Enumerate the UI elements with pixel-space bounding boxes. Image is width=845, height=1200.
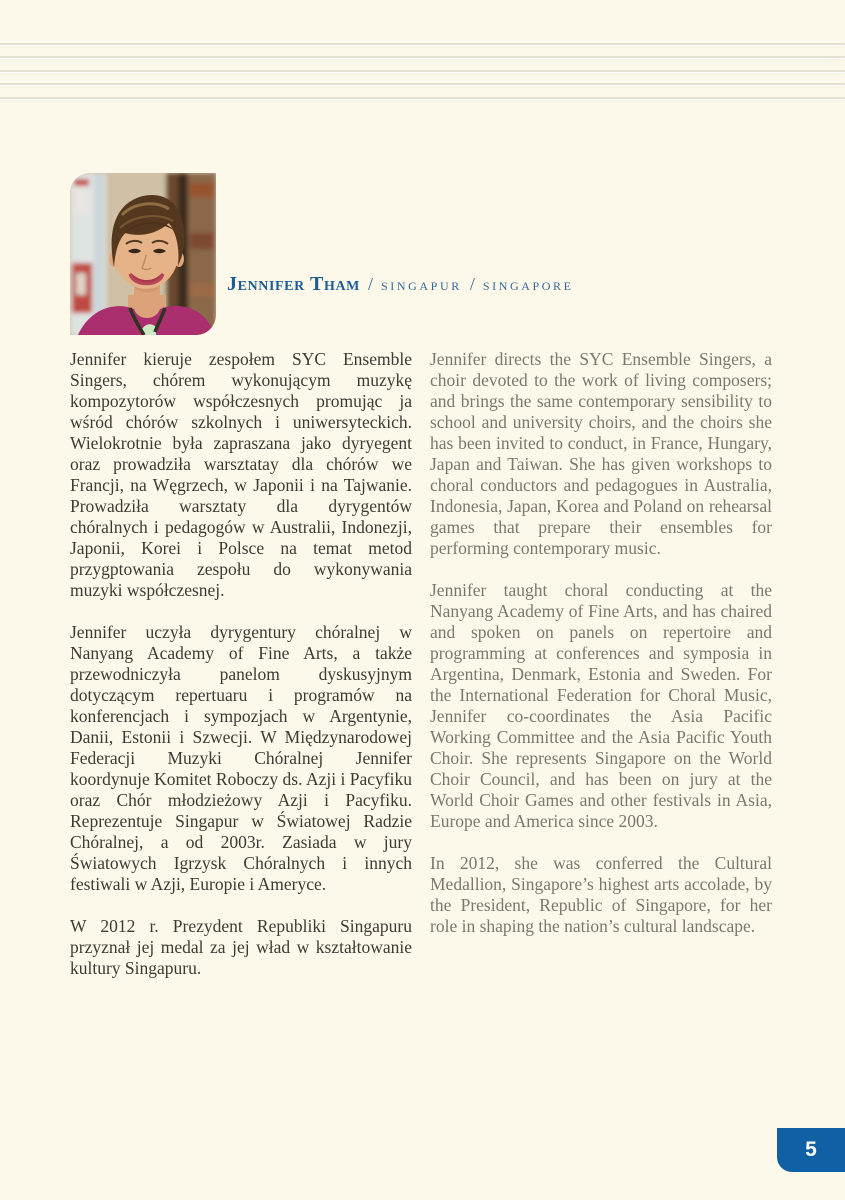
location-polish: singapur bbox=[381, 274, 462, 294]
staff-line bbox=[0, 97, 845, 99]
page-number-badge bbox=[777, 1128, 845, 1172]
page-number: 5 bbox=[805, 1138, 817, 1161]
staff-line bbox=[0, 43, 845, 45]
staff-line bbox=[0, 83, 845, 85]
paragraph-polish-3: W 2012 r. Prezydent Republiki Singapuru przyznał jej medal za jej wład w kształtowanie kultury Singapuru. bbox=[70, 916, 412, 978]
paragraph-english-2: Jennifer taught choral conducting at the Nanyang Academy of Fine Arts, and has chaired and spoken on panels on repertoire and programming at conferences and symposia in Argentina, Denmark, Estonia and Sweden. For the International Federation for Choral Music, Jennifer co-coordinates the Asia Pacific Working Committee and the Asia Pacific Youth Choir. She represents Singapore on the World Choir Council, and has been on jury at the World Choir Games and other festivals in Asia, Europe and America since 2003. bbox=[430, 580, 772, 831]
paragraph-english-3: In 2012, she was conferred the Cultural Medallion, Singapore’s highest arts accolade, by the President, Republic of Singapore, for her role in shaping the nation’s cultural landscape. bbox=[430, 853, 772, 936]
separator-slash: / bbox=[469, 274, 475, 294]
bio-column-polish bbox=[70, 349, 412, 1000]
separator-slash: / bbox=[368, 274, 374, 294]
paragraph-english-1: Jennifer directs the SYC Ensemble Singers, a choir devoted to the work of living composers; and brings the same contemporary sensibility to school and university choirs, and the choirs she has been invited to conduct, in France, Hungary, Japan and Taiwan. She has given workshops to choral conductors and pedagogues in Australia, Indonesia, Japan, Korea and Poland on rehearsal games that prepare their ensembles for performing contemporary music. bbox=[430, 349, 772, 558]
portrait-illustration bbox=[70, 173, 216, 335]
bio-column-english bbox=[430, 349, 772, 958]
staff-line bbox=[0, 56, 845, 58]
artist-name: Jennifer Tham bbox=[227, 273, 360, 295]
location-english: singapore bbox=[482, 274, 574, 294]
paragraph-polish-2: Jennifer uczyła dyrygentury chóralnej w Nanyang Academy of Fine Arts, a także przewodniczyła panelom dyskusyjnym dotyczącym repertuaru i programów na konferencjach i sympozjach w Argentynie, Danii, Estonii i Szwecji. W Międzynarodowej Federacji Muzyki Chóralnej Jennifer koordynuje Komitet Roboczy ds. Azji i Pacyfiku oraz Chór młodzieżowy Azji i Pacyfiku. Reprezentuje Singapur w Światowej Radzie Chóralnej, a od 2003r. Zasiada w jury Światowych Igrzysk Chóralnych i innych festiwali w Azji, Europie i Ameryce. bbox=[70, 622, 412, 894]
staff-line bbox=[0, 70, 845, 72]
artist-header bbox=[227, 273, 574, 296]
portrait-photo bbox=[70, 173, 216, 335]
paragraph-polish-1: Jennifer kieruje zespołem SYC Ensemble Singers, chórem wykonującym muzykę kompozytorów współczesnych promując ja wśród chórów szkolnych i uniwersyteckich. Wielokrotnie była zapraszana jako dyryegent oraz prowadziła warsztatay dla chórów we Francji, na Węgrzech, w Japonii i na Tajwanie. Prowadziła warsztaty dla dyrygentów chóralnych i pedagogów w Australii, Indonezji, Japonii, Korei i Polsce na temat metod przygptowania zespołu do wykonywania muzyki współczesnej. bbox=[70, 349, 412, 600]
